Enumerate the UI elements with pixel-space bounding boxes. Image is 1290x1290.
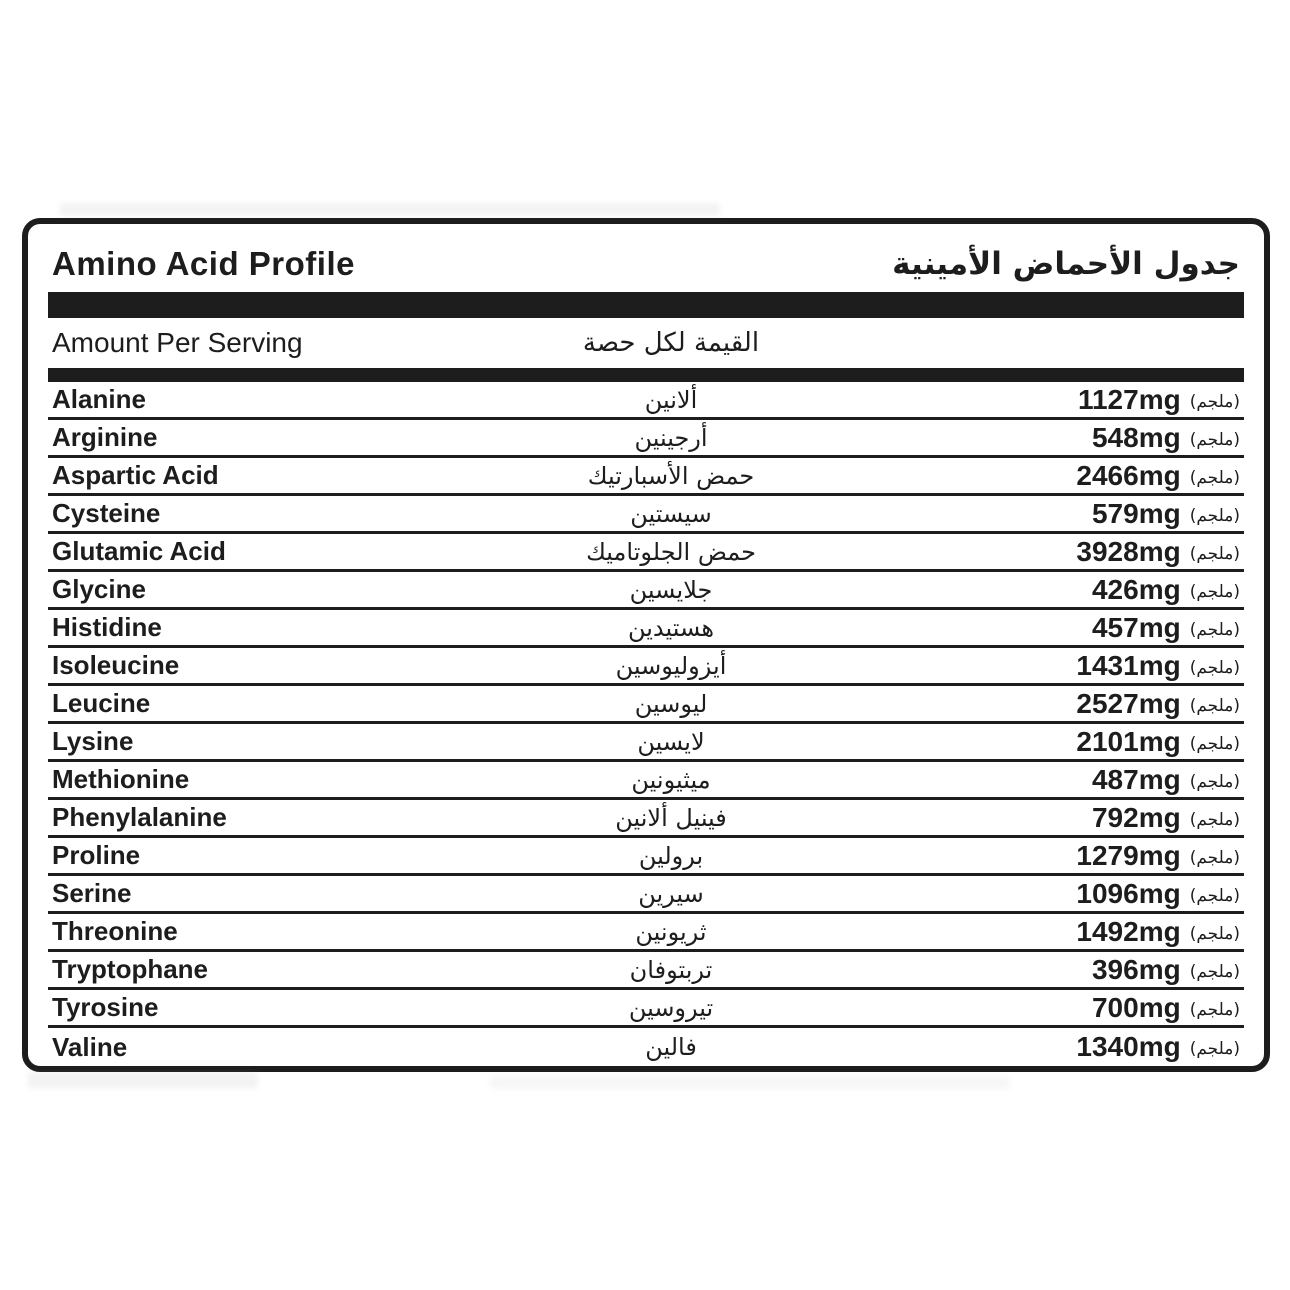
amount-value: 487mg bbox=[1091, 763, 1181, 795]
table-row bbox=[48, 952, 1244, 990]
unit-label-arabic: (ملجم) bbox=[1189, 885, 1240, 906]
amount-cell bbox=[672, 1031, 1240, 1063]
amino-acid-name-en: Glycine bbox=[52, 574, 146, 604]
unit-label-arabic: (ملجم) bbox=[1189, 999, 1240, 1020]
amino-acid-name-en: Methionine bbox=[52, 764, 190, 794]
page-title: Amino Acid Profile bbox=[52, 245, 355, 282]
amino-acid-name-ar: برولين bbox=[638, 841, 704, 870]
divider-bar-top bbox=[48, 292, 1244, 318]
amino-acid-name-ar: أرجينين bbox=[634, 423, 708, 452]
amino-acid-name-ar: ألانين bbox=[644, 385, 698, 414]
amount-cell bbox=[687, 574, 1240, 606]
amount-cell bbox=[680, 726, 1240, 758]
amino-acid-name-en: Threonine bbox=[52, 916, 178, 946]
amino-acid-name-ar: حمض الجلوتاميك bbox=[586, 537, 756, 566]
amino-acid-name-ar: جلايسين bbox=[629, 575, 713, 604]
amino-acid-name-ar: ثريونين bbox=[635, 917, 707, 946]
unit-label-arabic: (ملجم) bbox=[1189, 657, 1240, 678]
table-row bbox=[48, 990, 1244, 1028]
amount-cell bbox=[678, 840, 1240, 872]
table-row bbox=[48, 686, 1244, 724]
amount-per-serving-label: Amount Per Serving bbox=[52, 327, 303, 358]
amino-acid-name-ar: ليوسين bbox=[634, 689, 708, 718]
amino-acid-name-en: Aspartic Acid bbox=[52, 460, 219, 490]
amount-value: 1492mg bbox=[1076, 915, 1181, 947]
unit-label-arabic: (ملجم) bbox=[1189, 695, 1240, 716]
amount-value: 1096mg bbox=[1076, 877, 1181, 909]
unit-label-arabic: (ملجم) bbox=[1189, 505, 1240, 526]
amount-cell bbox=[687, 498, 1240, 530]
unit-label-arabic: (ملجم) bbox=[1189, 1039, 1240, 1059]
amount-value: 1127mg bbox=[1077, 383, 1181, 415]
table-row bbox=[48, 610, 1244, 648]
amino-acid-name-en: Tryptophane bbox=[52, 954, 209, 984]
amino-acid-name-ar: حمض الأسبارتيك bbox=[587, 461, 755, 490]
amount-cell bbox=[689, 612, 1240, 644]
amount-value: 2466mg bbox=[1076, 459, 1181, 491]
amount-cell bbox=[683, 422, 1240, 454]
amino-acid-name-en: Phenylalanine bbox=[52, 802, 227, 832]
unit-label-arabic: (ملجم) bbox=[1189, 467, 1240, 488]
unit-label-arabic: (ملجم) bbox=[1189, 581, 1240, 602]
unit-label-arabic: (ملجم) bbox=[1189, 961, 1240, 982]
amount-cell bbox=[687, 954, 1240, 986]
amount-value: 3928mg bbox=[1076, 535, 1181, 567]
table-row bbox=[48, 496, 1244, 534]
unit-label-arabic: (ملجم) bbox=[1189, 619, 1240, 640]
amount-value: 700mg bbox=[1091, 991, 1181, 1023]
amount-cell bbox=[672, 384, 1240, 416]
panel-header bbox=[48, 232, 1244, 292]
divider-bar-bottom bbox=[48, 368, 1244, 382]
amount-cell bbox=[701, 650, 1240, 682]
amount-value: 579mg bbox=[1091, 497, 1181, 529]
table-row bbox=[48, 914, 1244, 952]
amino-acid-name-en: Tyrosine bbox=[52, 992, 159, 1022]
amino-acid-name-ar: فينيل ألانين bbox=[615, 803, 727, 832]
table-row bbox=[48, 838, 1244, 876]
unit-label-arabic: (ملجم) bbox=[1189, 809, 1240, 830]
amino-acid-name-en: Proline bbox=[52, 840, 141, 870]
unit-label-arabic: (ملجم) bbox=[1189, 923, 1240, 944]
amino-acid-name-en: Isoleucine bbox=[52, 650, 180, 680]
amount-cell bbox=[702, 802, 1240, 834]
table-row bbox=[48, 420, 1244, 458]
amount-per-serving-label-arabic: القيمة لكل حصة bbox=[582, 328, 760, 358]
amino-acid-name-en: Lysine bbox=[52, 726, 134, 756]
unit-label-arabic: (ملجم) bbox=[1189, 429, 1240, 450]
amino-acid-name-en: Arginine bbox=[52, 422, 158, 452]
amount-value: 1431mg bbox=[1076, 649, 1181, 681]
amount-cell bbox=[729, 460, 1240, 492]
amount-cell bbox=[682, 916, 1240, 948]
amino-acid-name-ar: أيزوليوسين bbox=[615, 651, 727, 680]
page-title-arabic: جدول الأحماض الأمينية bbox=[892, 246, 1240, 282]
amount-value: 396mg bbox=[1091, 953, 1181, 985]
amino-acid-name-en: Cysteine bbox=[52, 498, 161, 528]
amino-acid-table bbox=[48, 382, 1244, 1066]
amount-value: 426mg bbox=[1091, 573, 1181, 605]
amino-acid-name-ar: هستيدين bbox=[627, 613, 715, 642]
subheader-row bbox=[48, 318, 1244, 368]
table-row bbox=[48, 458, 1244, 496]
amount-value: 2527mg bbox=[1076, 687, 1181, 719]
amount-cell bbox=[682, 688, 1240, 720]
table-row bbox=[48, 382, 1244, 420]
unit-label-arabic: (ملجم) bbox=[1189, 391, 1240, 412]
unit-label-arabic: (ملجم) bbox=[1189, 771, 1240, 792]
amino-acid-name-en: Alanine bbox=[52, 384, 146, 414]
amount-value: 1279mg bbox=[1076, 839, 1181, 871]
amount-cell bbox=[688, 992, 1240, 1024]
unit-label-arabic: (ملجم) bbox=[1189, 733, 1240, 754]
table-row bbox=[48, 534, 1244, 572]
amount-value: 1340mg bbox=[1076, 1031, 1181, 1062]
table-row bbox=[48, 724, 1244, 762]
print-artifact-top bbox=[60, 203, 720, 216]
amount-value: 792mg bbox=[1091, 801, 1181, 833]
amino-acid-profile-panel bbox=[22, 218, 1270, 1072]
amount-cell bbox=[679, 878, 1240, 910]
amount-cell bbox=[686, 764, 1240, 796]
amino-acid-name-ar: تربتوفان bbox=[629, 955, 713, 984]
amino-acid-name-en: Valine bbox=[52, 1031, 128, 1062]
amount-value: 457mg bbox=[1091, 611, 1181, 643]
table-row bbox=[48, 648, 1244, 686]
amino-acid-name-ar: تيروسين bbox=[628, 993, 714, 1022]
table-row bbox=[48, 762, 1244, 800]
table-row bbox=[48, 876, 1244, 914]
amino-acid-name-en: Leucine bbox=[52, 688, 151, 718]
amount-value: 2101mg bbox=[1076, 725, 1181, 757]
print-artifact-bottom-left bbox=[28, 1072, 258, 1088]
amino-acid-name-ar: لايسين bbox=[637, 727, 705, 756]
amount-value: 548mg bbox=[1091, 421, 1181, 453]
amino-acid-name-en: Histidine bbox=[52, 612, 162, 642]
table-row bbox=[48, 1028, 1244, 1066]
amino-acid-name-ar: ميثيونين bbox=[631, 765, 711, 794]
unit-label-arabic: (ملجم) bbox=[1189, 847, 1240, 868]
amino-acid-name-en: Serine bbox=[52, 878, 132, 908]
table-row bbox=[48, 572, 1244, 610]
amino-acid-name-ar: سيستين bbox=[630, 499, 712, 528]
amino-acid-name-en: Glutamic Acid bbox=[52, 536, 226, 566]
amino-acid-name-ar: سيرين bbox=[638, 879, 704, 908]
amount-cell bbox=[731, 536, 1240, 568]
print-artifact-bottom-mid bbox=[490, 1076, 1010, 1089]
unit-label-arabic: (ملجم) bbox=[1189, 543, 1240, 564]
amino-acid-name-ar: فالين bbox=[645, 1033, 697, 1061]
table-row bbox=[48, 800, 1244, 838]
